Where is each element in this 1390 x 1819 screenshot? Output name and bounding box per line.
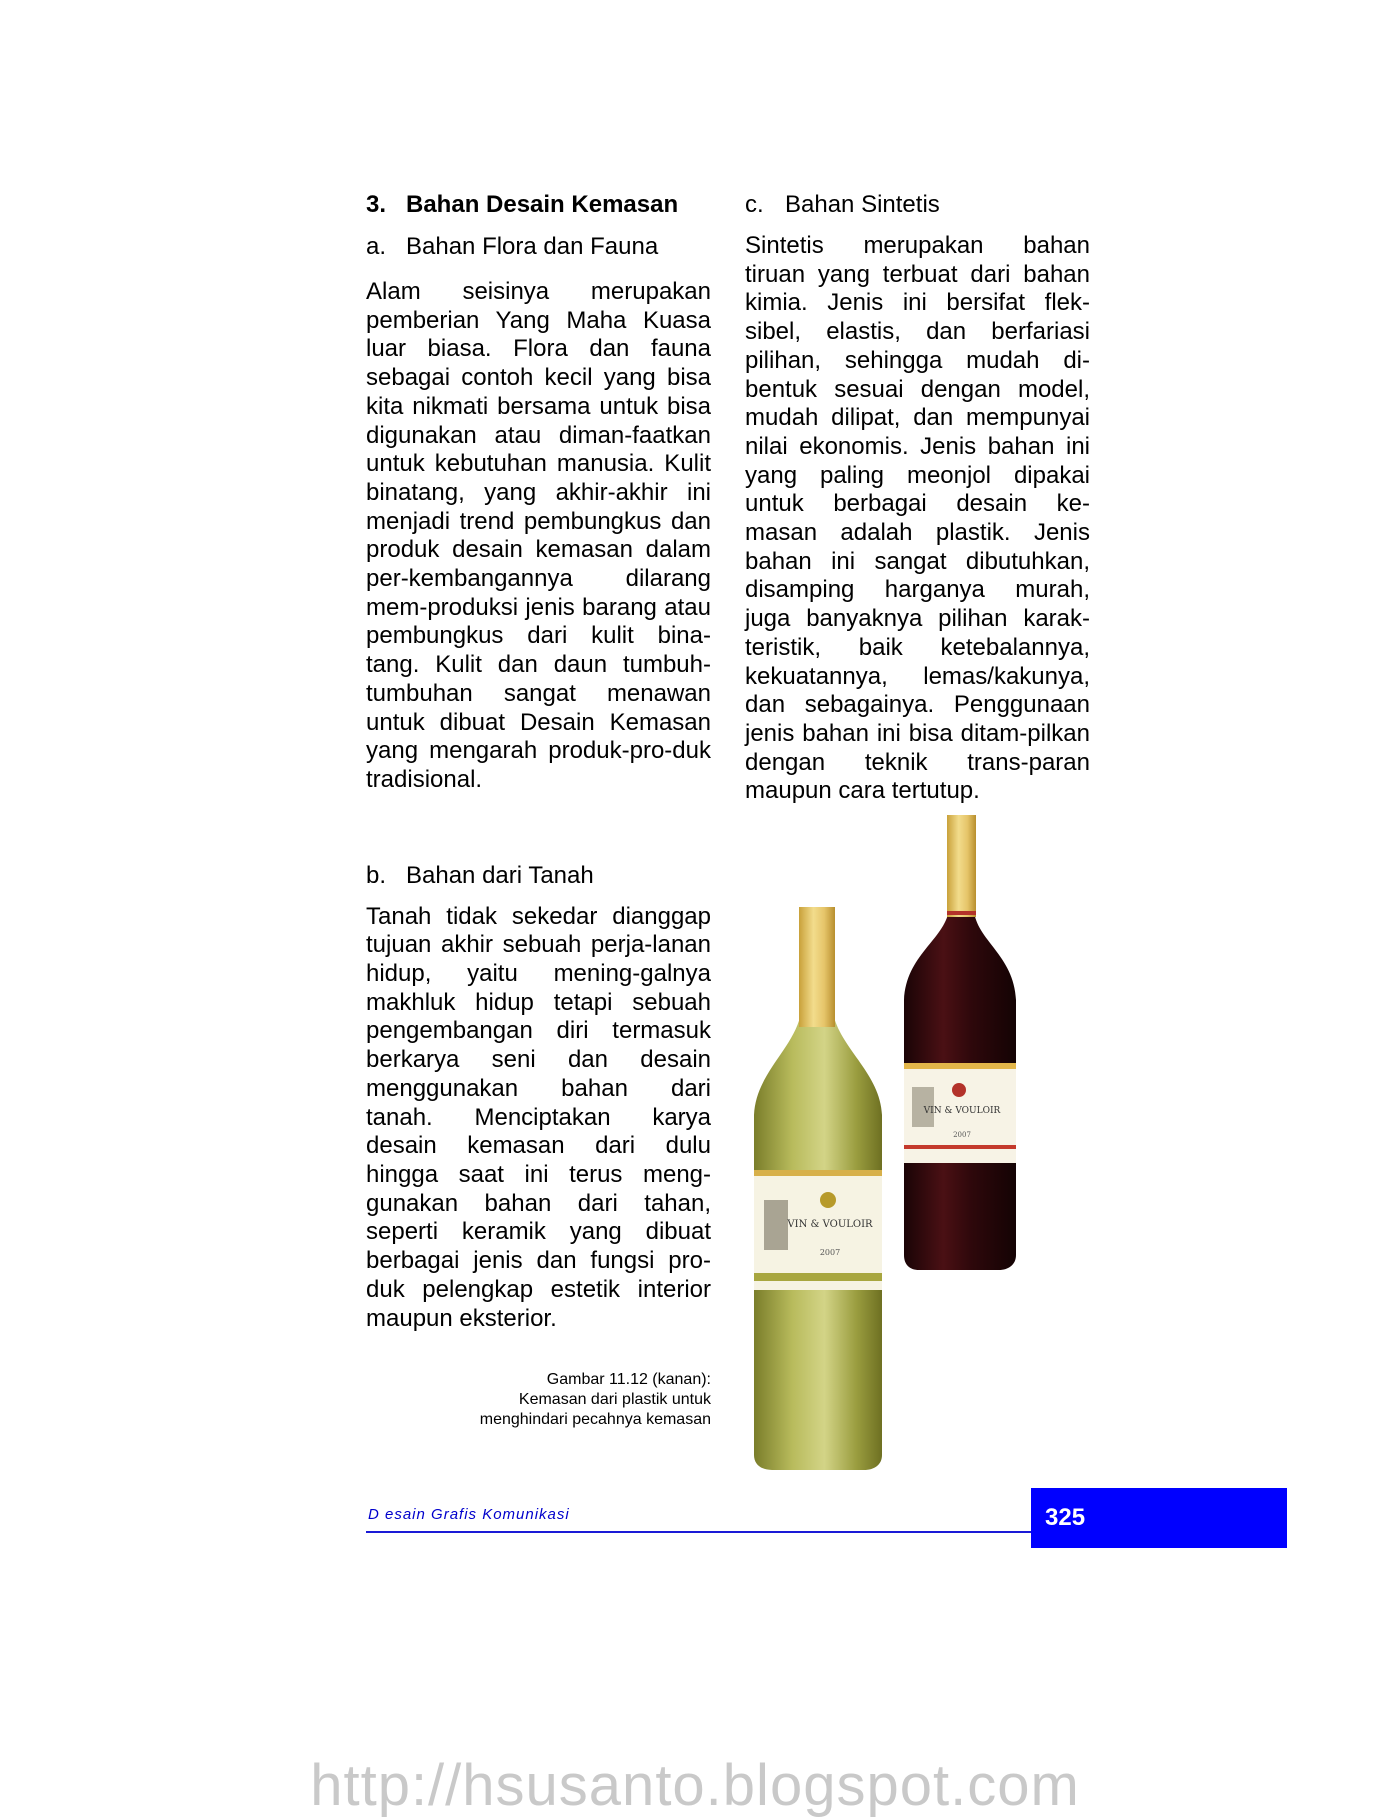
right-column bbox=[745, 190, 1090, 806]
red-label-brand: VIN & VOULOIR bbox=[923, 1106, 1001, 1116]
paragraph-tanah: Tanah tidak sekedar dianggap tujuan akhir sebuah perja-lanan hidup, yaitu mening-galnya makhluk hidup tetapi sebuah pengembangan diri termasuk berkarya seni dan desain menggunakan bahan dari tanah. Menciptakan karya desain kemasan dari dulu hingga saat ini terus meng-gunakan bahan dari tahan, seperti keramik yang dibuat berbagai jenis dan fungsi pro-duk pelengkap estetik interior maupun eksterior. bbox=[366, 902, 711, 1332]
caption-line-2: Kemasan dari plastik untuk bbox=[518, 1391, 711, 1408]
subheading-c-letter: c. bbox=[745, 191, 764, 218]
wine-bottles-image bbox=[744, 815, 1044, 1470]
section-heading bbox=[366, 190, 711, 220]
subheading-a-title: Bahan Flora dan Fauna bbox=[406, 233, 659, 260]
page-number: 325 bbox=[1045, 1504, 1086, 1531]
white-wine-bottle bbox=[754, 907, 882, 1470]
section-number: 3. bbox=[366, 191, 387, 218]
left-column bbox=[366, 190, 711, 1333]
page-number-box bbox=[1031, 1488, 1287, 1548]
subheading-b-letter: b. bbox=[366, 861, 387, 889]
watermark-url: http://hsusanto.blogspot.com bbox=[310, 1753, 1080, 1818]
wine-bottles-figure bbox=[744, 815, 1044, 1470]
subheading-a bbox=[366, 232, 711, 262]
subheading-a-letter: a. bbox=[366, 233, 387, 260]
red-label-year: 2007 bbox=[953, 1131, 971, 1139]
footer-rule bbox=[366, 1531, 1032, 1533]
subheading-b bbox=[366, 861, 711, 891]
subheading-b-title: Bahan dari Tanah bbox=[406, 861, 594, 889]
footer-book-title: D esain Grafis Komunikasi bbox=[368, 1506, 570, 1523]
red-wine-bottle bbox=[904, 815, 1016, 1270]
caption-line-1: Gambar 11.12 (kanan): bbox=[546, 1371, 711, 1388]
green-label-brand: VIN & VOULOIR bbox=[787, 1219, 873, 1230]
paragraph-sintetis: Sintetis merupakan bahan tiruan yang terbuat dari bahan kimia. Jenis ini bersifat flek-sibel, elastis, dan berfariasi pilihan, sehingga mudah di-bentuk sesuai dengan model, mudah dilipat, dan mempunyai nilai ekonomis. Jenis bahan ini yang paling meonjol dipakai untuk berbagai desain ke-masan adalah plastik. Jenis bahan ini sangat dibutuhkan, disamping harganya murah, juga banyaknya pilihan karak-teristik, baik ketebalannya, kekuatannya, lemas/kakunya, dan sebagainya. Penggunaan jenis bahan ini bisa ditam-pilkan dengan teknik trans-paran maupun cara tertutup. bbox=[745, 232, 1090, 805]
figure-caption bbox=[366, 1370, 711, 1430]
section-title: Bahan Desain Kemasan bbox=[406, 191, 679, 218]
paragraph-flora-fauna: Alam seisinya merupakan pemberian Yang Maha Kuasa luar biasa. Flora dan fauna sebagai contoh kecil yang bisa kita nikmati bersama untuk bisa digunakan atau diman-faatkan untuk kebutuhan manusia. Kulit binatang, yang akhir-akhir ini menjadi trend pembungkus dan produk desain kemasan dalam per-kembangannya dilarang mem-produksi jenis barang atau pembungkus dari kulit bina-tang. Kulit dan daun tumbuh-tumbuhan sangat menawan untuk dibuat Desain Kemasan yang mengarah produk-pro-duk tradisional. bbox=[366, 278, 711, 793]
subheading-c bbox=[745, 190, 1090, 220]
subheading-c-title: Bahan Sintetis bbox=[785, 191, 940, 218]
green-label-year: 2007 bbox=[819, 1248, 841, 1257]
caption-line-3: menghindari pecahnya kemasan bbox=[479, 1411, 711, 1428]
